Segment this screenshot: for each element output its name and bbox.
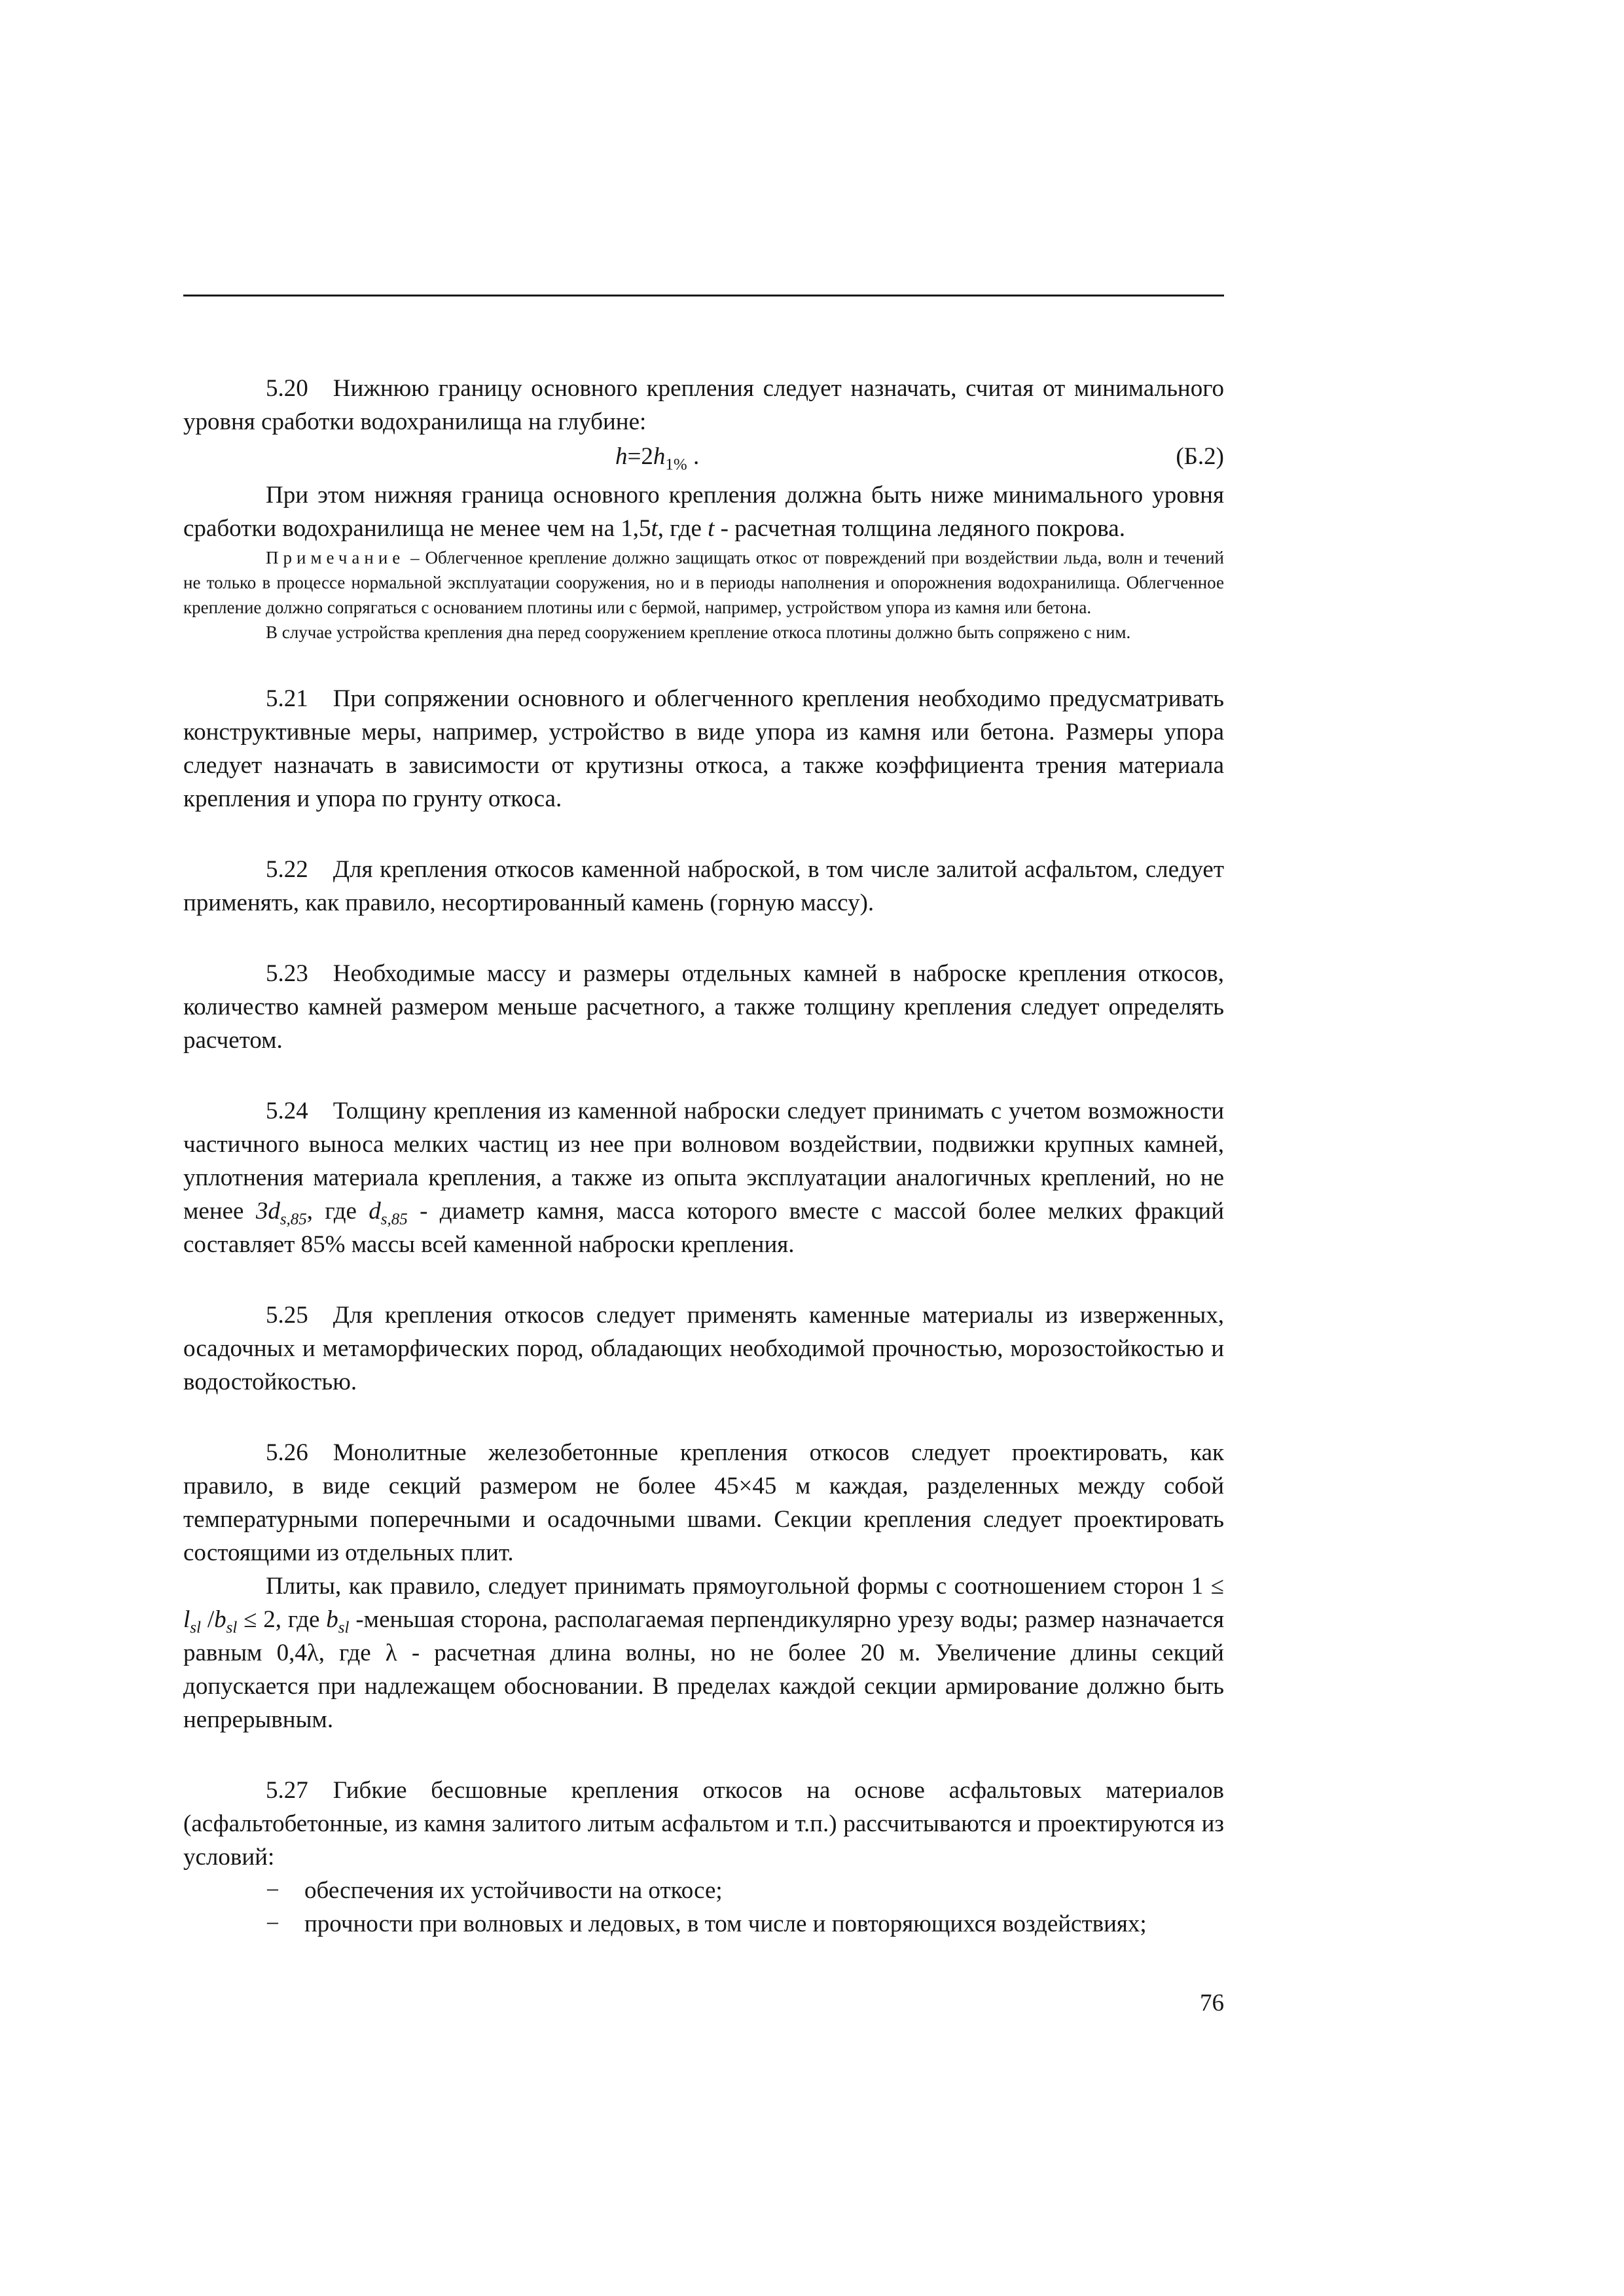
paragraph-5-24: 5.24 Толщину крепления из каменной наброски следует принимать с учетом возможности частичного выноса мелких частиц из нее при волновом воздействии, подвижки крупных камней, уплотнения материала крепления, а также из опыта эксплуатации аналогичных креплений, но не менее $3d_{s,85}$, где $d_{s,85}$ - диаметр камня, масса которого вместе с массой более мелких фракций составляет 85% массы всей каменной наброски крепления.: [183, 1098, 1224, 1258]
paragraph-5-27: [183, 1774, 1224, 1874]
paragraph-5-20-continued: При этом нижняя граница основного крепления должна быть ниже минимального уровня сработки водохранилища не менее чем на 1,5t, где t - расчетная толщина ледяного покрова.: [183, 482, 1224, 542]
paragraph-text: Нижнюю границу основного крепления следует назначать, считая от минимального уровня сработки водохранилища на глубине:: [183, 375, 1224, 435]
page-number: 76: [1200, 1990, 1224, 2017]
paragraph-5-22: [183, 853, 1224, 920]
clause-number: 5.22: [266, 856, 308, 883]
clause-number: 5.20: [266, 375, 308, 402]
list-item: − обеспечения их устойчивости на откосе;: [183, 1874, 1224, 1907]
list-item: − прочности при волновых и ледовых, в том числе и повторяющихся воздействиях;: [183, 1907, 1224, 1941]
formula-expression: $h=2h_{1\%}$ .: [615, 443, 700, 474]
clause-number: 5.23: [266, 960, 308, 987]
clause-number: 5.27: [266, 1777, 308, 1804]
clause-number: 5.25: [266, 1302, 308, 1329]
paragraph-text: Для крепления откосов каменной наброской, в том числе залитой асфальтом, следует применять, как правило, несортированный камень (горную массу).: [183, 856, 1224, 916]
clause-number: 5.26: [266, 1439, 308, 1466]
paragraph-5-26-continued: Плиты, как правило, следует принимать прямоугольной формы с соотношением сторон $1 \le l_{sl}$ $/b_{sl} \le 2$, где $b_{sl}$ -меньшая сторона, располагаемая перпендикулярно урезу воды; размер назначается равным 0,4λ, где λ - расчетная длина волны, но не более 20 м. Увеличение длины секций допускается при надлежащем обосновании. В пределах каждой секции армирование должно быть непрерывным.: [183, 1573, 1224, 1733]
paragraph-text: Монолитные железобетонные крепления откосов следует проектировать, как правило, в виде секций размером не более 45×45 м каждая, разделенных между собой температурными поперечными и осадочными швами. Секции крепления следует проектировать состоящими из отдельных плит.: [183, 1439, 1224, 1566]
note: [183, 545, 1224, 620]
paragraph-5-20: [183, 372, 1224, 439]
note-label: Примечание: [266, 548, 405, 567]
dash-marker: −: [266, 1877, 280, 1904]
dash-marker: −: [266, 1910, 280, 1937]
paragraph-5-25: [183, 1299, 1224, 1399]
note-text: – Облегченное крепление должно защищать откос от повреждений при воздействии льда, волн и течений не только в процессе нормальной эксплуатации сооружения, но и в периоды наполнения и опорожнения водохранилища. Облегченное крепление должно сопрягаться с основанием плотины или с бермой, например, устройством упора из камня или бетона.: [183, 548, 1224, 617]
paragraph-text: Необходимые массу и размеры отдельных камней в наброске крепления откосов, количество камней размером меньше расчетного, а также толщину крепления следует определять расчетом.: [183, 960, 1224, 1054]
paragraph-text: Для крепления откосов следует применять каменные материалы из изверженных, осадочных и метаморфических пород, обладающих необходимой прочностью, морозостойкостью и водостойкостью.: [183, 1302, 1224, 1395]
clause-number: 5.24: [266, 1098, 308, 1124]
paragraph-5-23: [183, 957, 1224, 1057]
paragraph-5-26: [183, 1436, 1224, 1570]
formula-b2: [183, 440, 1224, 473]
paragraph-5-21: [183, 682, 1224, 816]
formula-number: (Б.2): [1176, 443, 1224, 470]
page-body: [183, 372, 1224, 1941]
note-continued: В случае устройства крепления дна перед сооружением крепление откоса плотины должно быть сопряжено с ним.: [266, 622, 1131, 642]
paragraph-text: При сопряжении основного и облегченного крепления необходимо предусматривать конструктивные меры, например, устройство в виде упора из камня или бетона. Размеры упора следует назначать в зависимости от крутизны откоса, а также коэффициента трения материала крепления и упора по грунту откоса.: [183, 685, 1224, 812]
paragraph-text: Гибкие бесшовные крепления откосов на основе асфальтовых материалов (асфальтобетонные, из камня залитого литым асфальтом и т.п.) рассчитываются и проектируются из условий:: [183, 1777, 1224, 1871]
clause-number: 5.21: [266, 685, 308, 712]
header-rule: [183, 295, 1224, 296]
